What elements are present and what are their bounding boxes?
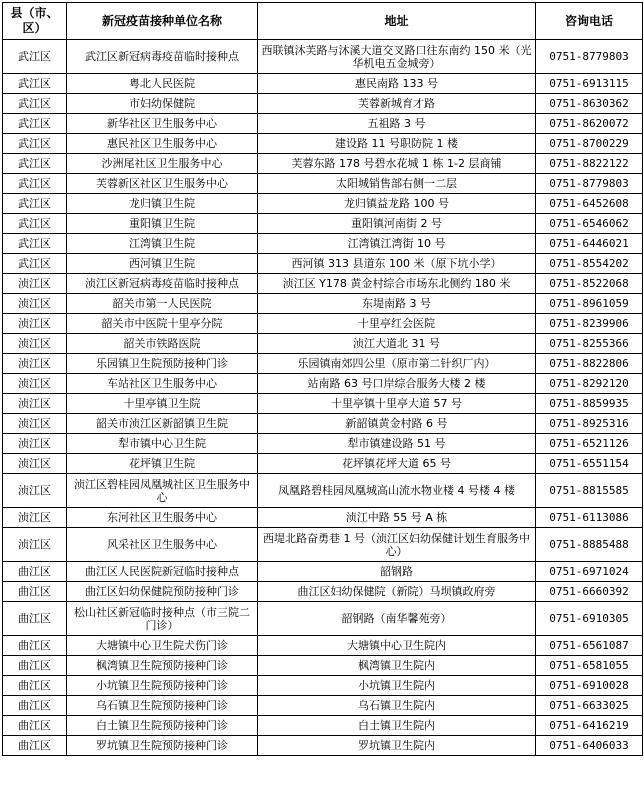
district-cell: 浈江区 [3, 528, 67, 562]
district-cell: 浈江区 [3, 394, 67, 414]
table-header [3, 3, 643, 40]
table-row [3, 636, 643, 656]
district-cell: 浈江区 [3, 334, 67, 354]
unit-name-cell: 乐园镇卫生院预防接种门诊 [67, 354, 258, 374]
district-cell: 浈江区 [3, 414, 67, 434]
table-row [3, 74, 643, 94]
address-cell: 太阳城销售部右侧一二层 [258, 174, 536, 194]
district-cell: 浈江区 [3, 434, 67, 454]
unit-name-cell: 粤北人民医院 [67, 74, 258, 94]
table-row [3, 394, 643, 414]
district-cell: 武江区 [3, 254, 67, 274]
district-cell: 浈江区 [3, 314, 67, 334]
unit-name-cell: 花坪镇卫生院 [67, 454, 258, 474]
address-cell: 枫湾镇卫生院内 [258, 656, 536, 676]
unit-name-cell: 惠民社区卫生服务中心 [67, 134, 258, 154]
district-cell: 武江区 [3, 134, 67, 154]
table-row [3, 528, 643, 562]
unit-name-cell: 韶关市第一人民医院 [67, 294, 258, 314]
unit-name-cell: 浈江区新冠病毒疫苗临时接种点 [67, 274, 258, 294]
phone-cell: 0751-6660392 [536, 582, 643, 602]
table-row [3, 274, 643, 294]
address-cell: 浈江大道北 31 号 [258, 334, 536, 354]
district-cell: 浈江区 [3, 294, 67, 314]
phone-cell: 0751-6551154 [536, 454, 643, 474]
table-row [3, 94, 643, 114]
address-cell: 白土镇卫生院内 [258, 716, 536, 736]
address-cell: 花坪镇花坪大道 65 号 [258, 454, 536, 474]
address-cell: 东堤南路 3 号 [258, 294, 536, 314]
unit-name-cell: 曲江区妇幼保健院预防接种门诊 [67, 582, 258, 602]
phone-cell: 0751-8885488 [536, 528, 643, 562]
unit-name-cell: 芙蓉新区社区卫生服务中心 [67, 174, 258, 194]
district-cell: 曲江区 [3, 562, 67, 582]
address-cell: 新韶镇黄金村路 6 号 [258, 414, 536, 434]
district-cell: 武江区 [3, 214, 67, 234]
unit-name-cell: 白土镇卫生院预防接种门诊 [67, 716, 258, 736]
unit-name-cell: 江湾镇卫生院 [67, 234, 258, 254]
district-cell: 浈江区 [3, 508, 67, 528]
address-cell: 浈江区 Y178 黄金村综合市场东北侧约 180 米 [258, 274, 536, 294]
district-cell: 曲江区 [3, 736, 67, 756]
phone-cell: 0751-8822806 [536, 354, 643, 374]
header-unit-name: 新冠疫苗接种单位名称 [67, 3, 258, 40]
phone-cell: 0751-8620072 [536, 114, 643, 134]
address-cell: 五祖路 3 号 [258, 114, 536, 134]
district-cell: 曲江区 [3, 582, 67, 602]
address-cell: 站南路 63 号口岸综合服务大楼 2 楼 [258, 374, 536, 394]
unit-name-cell: 武江区新冠病毒疫苗临时接种点 [67, 40, 258, 74]
district-cell: 浈江区 [3, 374, 67, 394]
district-cell: 武江区 [3, 114, 67, 134]
phone-cell: 0751-6546062 [536, 214, 643, 234]
table-row [3, 174, 643, 194]
unit-name-cell: 浈江区碧桂园凤凰城社区卫生服务中心 [67, 474, 258, 508]
vaccination-sites-table [2, 2, 643, 756]
table-row [3, 294, 643, 314]
phone-cell: 0751-6113086 [536, 508, 643, 528]
phone-cell: 0751-6521126 [536, 434, 643, 454]
district-cell: 曲江区 [3, 716, 67, 736]
table-row [3, 194, 643, 214]
phone-cell: 0751-6633025 [536, 696, 643, 716]
table-row [3, 414, 643, 434]
phone-cell: 0751-8779803 [536, 174, 643, 194]
phone-cell: 0751-8961059 [536, 294, 643, 314]
table-row [3, 736, 643, 756]
address-cell: 西堤北路奋勇巷 1 号（浈江区妇幼保健计划生育服务中心） [258, 528, 536, 562]
unit-name-cell: 大塘镇中心卫生院犬伤门诊 [67, 636, 258, 656]
table-row [3, 508, 643, 528]
header-row [3, 3, 643, 40]
district-cell: 曲江区 [3, 696, 67, 716]
district-cell: 武江区 [3, 234, 67, 254]
unit-name-cell: 十里亭镇卫生院 [67, 394, 258, 414]
phone-cell: 0751-8292120 [536, 374, 643, 394]
phone-cell: 0751-8239906 [536, 314, 643, 334]
table-body [3, 40, 643, 756]
phone-cell: 0751-6910028 [536, 676, 643, 696]
table-row [3, 334, 643, 354]
table-row [3, 602, 643, 636]
unit-name-cell: 乌石镇卫生院预防接种门诊 [67, 696, 258, 716]
unit-name-cell: 枫湾镇卫生院预防接种门诊 [67, 656, 258, 676]
address-cell: 乐园镇南郊四公里（原市第二针织厂内） [258, 354, 536, 374]
unit-name-cell: 罗坑镇卫生院预防接种门诊 [67, 736, 258, 756]
unit-name-cell: 风采社区卫生服务中心 [67, 528, 258, 562]
phone-cell: 0751-6446021 [536, 234, 643, 254]
table-row [3, 474, 643, 508]
table-row [3, 254, 643, 274]
table-row [3, 314, 643, 334]
table-row [3, 696, 643, 716]
address-cell: 惠民南路 133 号 [258, 74, 536, 94]
district-cell: 武江区 [3, 154, 67, 174]
table-row [3, 582, 643, 602]
unit-name-cell: 沙洲尾社区卫生服务中心 [67, 154, 258, 174]
table-row [3, 234, 643, 254]
phone-cell: 0751-8859935 [536, 394, 643, 414]
district-cell: 浈江区 [3, 274, 67, 294]
unit-name-cell: 犁市镇中心卫生院 [67, 434, 258, 454]
address-cell: 十里亭镇十里亭大道 57 号 [258, 394, 536, 414]
table-row [3, 454, 643, 474]
address-cell: 曲江区妇幼保健院（新院）马坝镇政府旁 [258, 582, 536, 602]
header-address: 地址 [258, 3, 536, 40]
address-cell: 建设路 11 号职防院 1 楼 [258, 134, 536, 154]
address-cell: 浈江中路 55 号 A 栋 [258, 508, 536, 528]
district-cell: 曲江区 [3, 656, 67, 676]
table-row [3, 354, 643, 374]
address-cell: 十里亭红会医院 [258, 314, 536, 334]
phone-cell: 0751-8822122 [536, 154, 643, 174]
district-cell: 浈江区 [3, 354, 67, 374]
phone-cell: 0751-6452608 [536, 194, 643, 214]
table-row [3, 374, 643, 394]
phone-cell: 0751-6971024 [536, 562, 643, 582]
address-cell: 西河镇 313 县道东 100 米（原下坑小学） [258, 254, 536, 274]
table-row [3, 676, 643, 696]
phone-cell: 0751-6581055 [536, 656, 643, 676]
unit-name-cell: 重阳镇卫生院 [67, 214, 258, 234]
header-phone: 咨询电话 [536, 3, 643, 40]
unit-name-cell: 松山社区新冠临时接种点（市三院二门诊） [67, 602, 258, 636]
unit-name-cell: 韶关市中医院十里亭分院 [67, 314, 258, 334]
unit-name-cell: 曲江区人民医院新冠临时接种点 [67, 562, 258, 582]
unit-name-cell: 西河镇卫生院 [67, 254, 258, 274]
district-cell: 浈江区 [3, 474, 67, 508]
unit-name-cell: 市妇幼保健院 [67, 94, 258, 114]
district-cell: 曲江区 [3, 636, 67, 656]
table-row [3, 154, 643, 174]
unit-name-cell: 小坑镇卫生院预防接种门诊 [67, 676, 258, 696]
table-row [3, 716, 643, 736]
phone-cell: 0751-6561087 [536, 636, 643, 656]
address-cell: 韶钢路 [258, 562, 536, 582]
district-cell: 武江区 [3, 174, 67, 194]
unit-name-cell: 韶关市浈江区新韶镇卫生院 [67, 414, 258, 434]
district-cell: 武江区 [3, 74, 67, 94]
address-cell: 韶钢路（南华馨苑旁） [258, 602, 536, 636]
phone-cell: 0751-6910305 [536, 602, 643, 636]
unit-name-cell: 东河社区卫生服务中心 [67, 508, 258, 528]
phone-cell: 0751-8630362 [536, 94, 643, 114]
phone-cell: 0751-6416219 [536, 716, 643, 736]
phone-cell: 0751-8779803 [536, 40, 643, 74]
address-cell: 凤凰路碧桂园凤凰城高山流水物业楼 4 号楼 4 楼 [258, 474, 536, 508]
table-row [3, 114, 643, 134]
district-cell: 曲江区 [3, 602, 67, 636]
table-row [3, 40, 643, 74]
phone-cell: 0751-6913115 [536, 74, 643, 94]
table-row [3, 656, 643, 676]
address-cell: 罗坑镇卫生院内 [258, 736, 536, 756]
address-cell: 犁市镇建设路 51 号 [258, 434, 536, 454]
phone-cell: 0751-8925316 [536, 414, 643, 434]
district-cell: 浈江区 [3, 454, 67, 474]
address-cell: 乌石镇卫生院内 [258, 696, 536, 716]
phone-cell: 0751-8815585 [536, 474, 643, 508]
address-cell: 小坑镇卫生院内 [258, 676, 536, 696]
address-cell: 芙蓉新城育才路 [258, 94, 536, 114]
address-cell: 江湾镇江湾街 10 号 [258, 234, 536, 254]
address-cell: 重阳镇河南街 2 号 [258, 214, 536, 234]
table-row [3, 134, 643, 154]
phone-cell: 0751-8700229 [536, 134, 643, 154]
address-cell: 大塘镇中心卫生院内 [258, 636, 536, 656]
unit-name-cell: 车站社区卫生服务中心 [67, 374, 258, 394]
table-row [3, 434, 643, 454]
unit-name-cell: 龙归镇卫生院 [67, 194, 258, 214]
district-cell: 曲江区 [3, 676, 67, 696]
district-cell: 武江区 [3, 194, 67, 214]
header-district: 县（市、区） [3, 3, 67, 40]
table-row [3, 214, 643, 234]
phone-cell: 0751-8255366 [536, 334, 643, 354]
unit-name-cell: 新华社区卫生服务中心 [67, 114, 258, 134]
phone-cell: 0751-6406033 [536, 736, 643, 756]
address-cell: 芙蓉东路 178 号碧水花城 1 栋 1-2 层商铺 [258, 154, 536, 174]
district-cell: 武江区 [3, 40, 67, 74]
address-cell: 龙归镇益龙路 100 号 [258, 194, 536, 214]
address-cell: 西联镇沐芙路与沐溪大道交叉路口往东南约 150 米（光华机电五金城旁） [258, 40, 536, 74]
table-row [3, 562, 643, 582]
district-cell: 武江区 [3, 94, 67, 114]
phone-cell: 0751-8554202 [536, 254, 643, 274]
unit-name-cell: 韶关市铁路医院 [67, 334, 258, 354]
phone-cell: 0751-8522068 [536, 274, 643, 294]
